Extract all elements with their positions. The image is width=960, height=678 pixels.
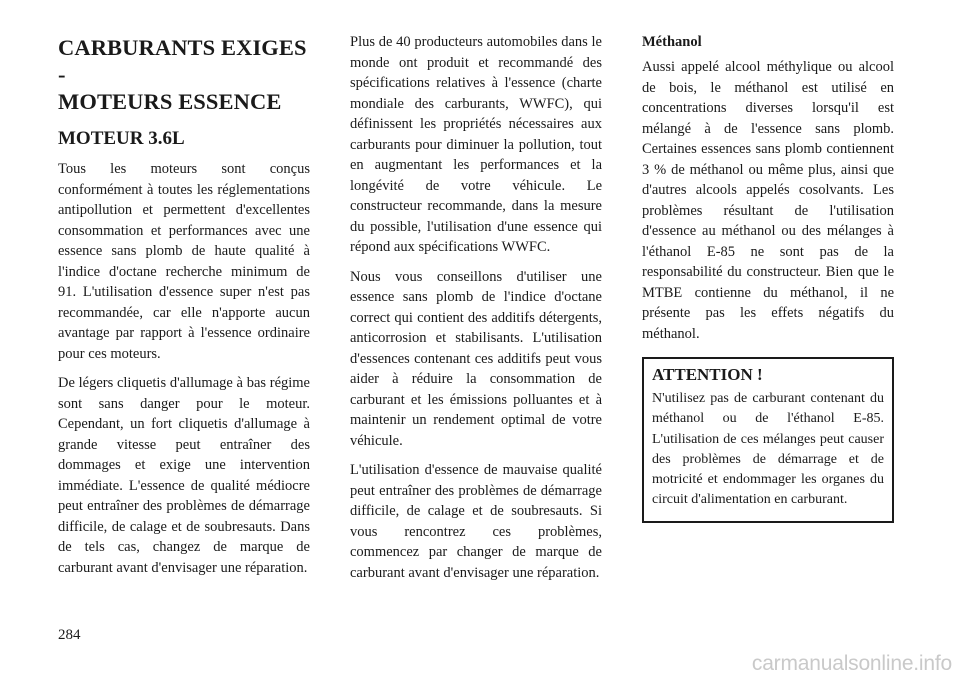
paragraph-methanol: Aussi appelé alcool méthylique ou alcool de bois, le méthanol est utilisé en concentrations diverses lorsqu'il est mélangé à de l'essence sans plomb. Certaines essences sans plomb contiennent 3 % de méthanol ou même plus, ainsi que d'autres alcools appelés cosolvants. Les problèmes résultant de l'utilisation d'essence au méthanol ou des mélanges à l'éthanol E-85 ne sont pas de la responsabilité du constructeur. Bien que le MTBE contienne du méthanol, il ne présente pas les effets négatifs du méthanol. [642,59,894,342]
section-title-line1: CARBURANTS EXIGES - [58,35,307,87]
paragraph-engine-design: Tous les moteurs sont conçus conformément à toutes les réglementations antipollution et permettent d'excellentes consommation et performances avec une essence sans plomb de haute qualité à l'indice d'octane recherche minimum de 91. L'utilisation d'essence super n'est pas recommandée, car elle n'apporte aucun avantage par rapport à l'essence ordinaire pour ces moteurs. [58,161,310,362]
section-title [58,34,310,115]
paragraph-wwfc: Plus de 40 producteurs automobiles dans le monde ont produit et recommandé des spécifications relatives à l'essence (charte mondiale des carburants, WWFC), qui définissent les propriétés nécessaires aux carburants pour diminuer la pollution, tout en augmentant les performances et la longévité de votre véhicule. Le constructeur recommande, dans la mesure du possible, l'utilisation d'une essence qui répond aux spécifications WWFC. [350,34,602,255]
paragraph-additives: Nous vous conseillons d'utiliser une essence sans plomb de l'indice d'octane correct qui contient des additifs détergents, anticorrosion et stabilisants. L'utilisation d'essences contenant ces additifs peut vous aider à réduire la consommation de carburant et les émissions polluantes et à maintenir un rendement optimal de votre véhicule. [350,268,602,449]
paragraph-knock: De légers cliquetis d'allumage à bas régime sont sans danger pour le moteur. Cependant, un fort cliquetis d'allumage à grande vitesse peut entraîner des dommages et exige une intervention immédiate. L'essence de qualité médiocre peut entraîner des problèmes de démarrage difficile, de calage et de soubresauts. Dans de tels cas, changez de marque de carburant avant d'envisager une réparation. [58,375,310,576]
engine-subtitle: MOTEUR 3.6L [58,128,185,149]
methanol-heading: Méthanol [642,34,702,50]
paragraph-poor-fuel: L'utilisation d'essence de mauvaise qualité peut entraîner des problèmes de démarrage difficile, de calage et de soubresauts. Si vous rencontrez ces problèmes, commencez par changer de marque de carburant avant d'envisager une réparation. [350,462,602,581]
column-1 [58,32,310,587]
column-2 [350,32,602,592]
warning-text: N'utilisez pas de carburant contenant du méthanol ou de l'éthanol E-85. L'utilisation de ces mélanges peut causer des problèmes de démarrage et de motricité et endommager les organes du circuit d'alimentation en carburant. [652,391,884,508]
warning-title: ATTENTION ! [652,365,763,384]
warning-box [642,357,894,523]
watermark: carmanualsonline.info [751,652,952,675]
page-number: 284 [58,627,81,643]
column-3 [642,32,894,523]
section-title-line2: MOTEURS ESSENCE [58,89,282,114]
